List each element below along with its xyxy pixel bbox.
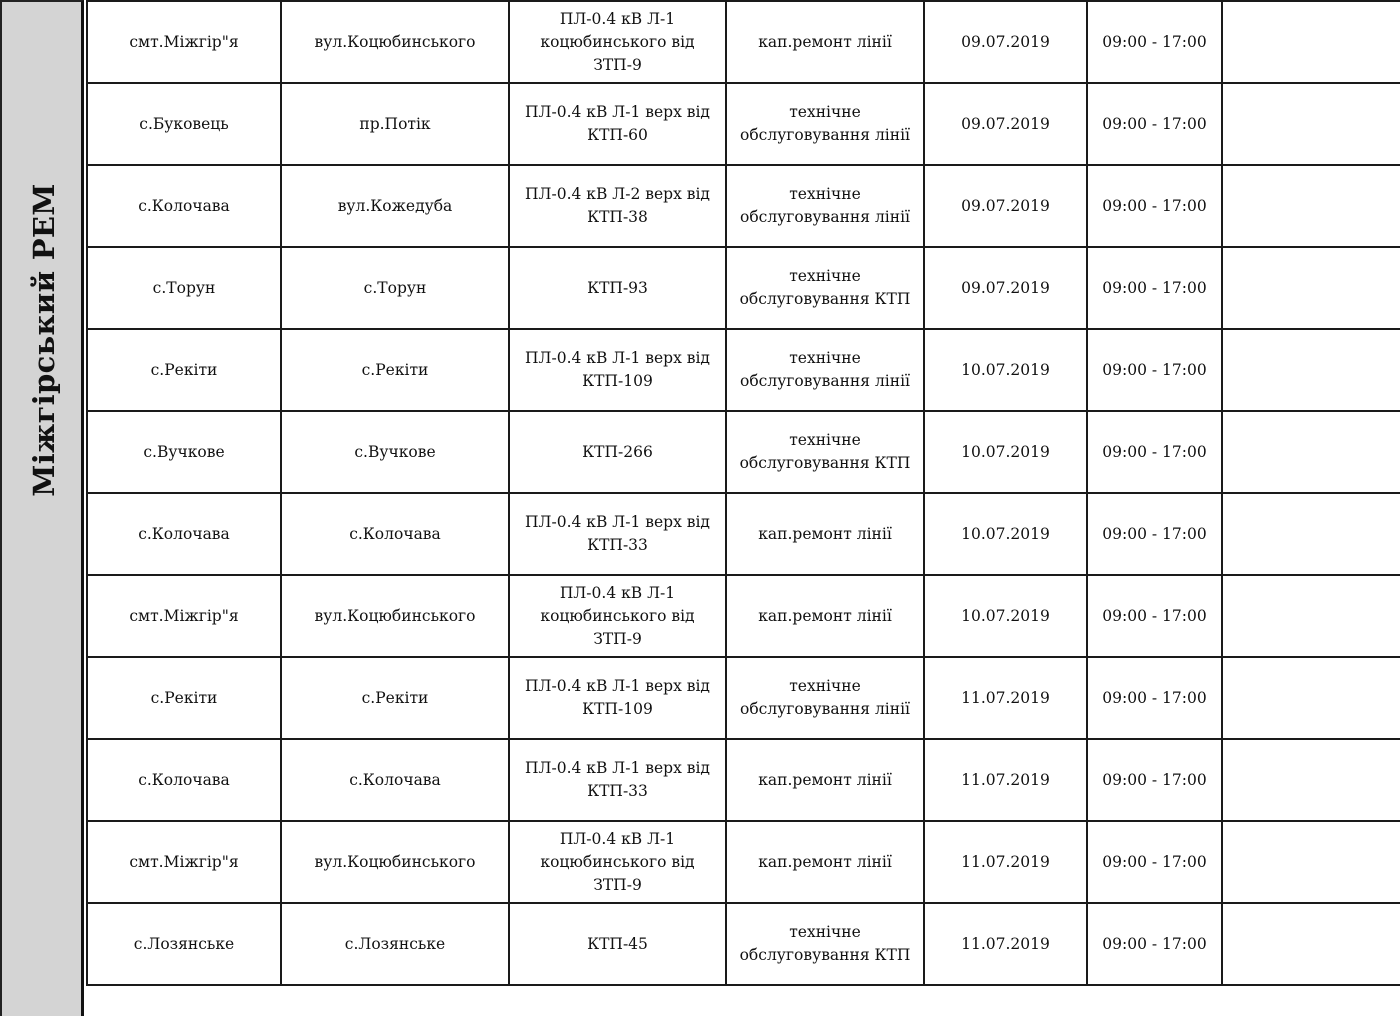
work-type-cell: технічне обслуговування лінії <box>726 657 924 739</box>
time-cell: 09:00 - 17:00 <box>1087 165 1222 247</box>
street-cell: с.Вучкове <box>281 411 509 493</box>
note-cell <box>1222 657 1400 739</box>
date-cell: 10.07.2019 <box>924 575 1087 657</box>
table-row <box>87 493 1400 575</box>
date-cell: 09.07.2019 <box>924 83 1087 165</box>
line-cell: КТП-266 <box>509 411 726 493</box>
settlement-cell: с.Колочава <box>87 493 281 575</box>
time-cell: 09:00 - 17:00 <box>1087 903 1222 985</box>
work-type-cell: технічне обслуговування КТП <box>726 903 924 985</box>
settlement-cell: с.Рекіти <box>87 657 281 739</box>
time-cell: 09:00 - 17:00 <box>1087 739 1222 821</box>
time-cell: 09:00 - 17:00 <box>1087 83 1222 165</box>
work-type-cell: технічне обслуговування КТП <box>726 411 924 493</box>
settlement-cell: смт.Міжгір"я <box>87 821 281 903</box>
table-row <box>87 739 1400 821</box>
work-type-cell: кап.ремонт лінії <box>726 821 924 903</box>
table-row <box>87 411 1400 493</box>
table-row <box>87 247 1400 329</box>
street-cell: вул.Коцюбинського <box>281 575 509 657</box>
street-cell: с.Лозянське <box>281 903 509 985</box>
outage-schedule-table <box>86 0 1400 986</box>
street-cell: с.Рекіти <box>281 329 509 411</box>
street-cell: вул.Кожедуба <box>281 165 509 247</box>
work-type-cell: кап.ремонт лінії <box>726 575 924 657</box>
work-type-cell: кап.ремонт лінії <box>726 493 924 575</box>
note-cell <box>1222 165 1400 247</box>
note-cell <box>1222 903 1400 985</box>
time-cell: 09:00 - 17:00 <box>1087 247 1222 329</box>
work-type-cell: технічне обслуговування лінії <box>726 329 924 411</box>
settlement-cell: с.Вучкове <box>87 411 281 493</box>
line-cell: ПЛ-0.4 кВ Л-1 верх від КТП-33 <box>509 739 726 821</box>
work-type-cell: кап.ремонт лінії <box>726 1 924 83</box>
note-cell <box>1222 411 1400 493</box>
work-type-cell: технічне обслуговування лінії <box>726 83 924 165</box>
line-cell: ПЛ-0.4 кВ Л-1 коцюбинського від ЗТП-9 <box>509 1 726 83</box>
settlement-cell: с.Буковець <box>87 83 281 165</box>
table-row <box>87 821 1400 903</box>
table-row <box>87 1 1400 83</box>
note-cell <box>1222 493 1400 575</box>
line-cell: ПЛ-0.4 кВ Л-1 коцюбинського від ЗТП-9 <box>509 821 726 903</box>
table-row <box>87 903 1400 985</box>
date-cell: 09.07.2019 <box>924 165 1087 247</box>
street-cell: с.Торун <box>281 247 509 329</box>
street-cell: вул.Коцюбинського <box>281 821 509 903</box>
note-cell <box>1222 329 1400 411</box>
date-cell: 11.07.2019 <box>924 739 1087 821</box>
settlement-cell: с.Рекіти <box>87 329 281 411</box>
time-cell: 09:00 - 17:00 <box>1087 493 1222 575</box>
date-cell: 10.07.2019 <box>924 329 1087 411</box>
table-row <box>87 657 1400 739</box>
settlement-cell: с.Колочава <box>87 739 281 821</box>
table-row <box>87 575 1400 657</box>
line-cell: ПЛ-0.4 кВ Л-2 верх від КТП-38 <box>509 165 726 247</box>
settlement-cell: с.Колочава <box>87 165 281 247</box>
line-cell: КТП-93 <box>509 247 726 329</box>
table-row <box>87 83 1400 165</box>
date-cell: 10.07.2019 <box>924 411 1087 493</box>
note-cell <box>1222 739 1400 821</box>
note-cell <box>1222 1 1400 83</box>
district-label: Міжгірський РЕМ <box>27 183 61 497</box>
work-type-cell: кап.ремонт лінії <box>726 739 924 821</box>
date-cell: 09.07.2019 <box>924 247 1087 329</box>
table-row <box>87 165 1400 247</box>
settlement-cell: смт.Міжгір"я <box>87 1 281 83</box>
note-cell <box>1222 83 1400 165</box>
time-cell: 09:00 - 17:00 <box>1087 821 1222 903</box>
note-cell <box>1222 247 1400 329</box>
date-cell: 11.07.2019 <box>924 903 1087 985</box>
note-cell <box>1222 821 1400 903</box>
date-cell: 09.07.2019 <box>924 1 1087 83</box>
note-cell <box>1222 575 1400 657</box>
street-cell: пр.Потік <box>281 83 509 165</box>
line-cell: ПЛ-0.4 кВ Л-1 коцюбинського від ЗТП-9 <box>509 575 726 657</box>
time-cell: 09:00 - 17:00 <box>1087 575 1222 657</box>
district-label-panel <box>0 0 84 1016</box>
date-cell: 11.07.2019 <box>924 821 1087 903</box>
time-cell: 09:00 - 17:00 <box>1087 411 1222 493</box>
line-cell: ПЛ-0.4 кВ Л-1 верх від КТП-109 <box>509 329 726 411</box>
line-cell: ПЛ-0.4 кВ Л-1 верх від КТП-109 <box>509 657 726 739</box>
line-cell: ПЛ-0.4 кВ Л-1 верх від КТП-33 <box>509 493 726 575</box>
settlement-cell: с.Лозянське <box>87 903 281 985</box>
time-cell: 09:00 - 17:00 <box>1087 329 1222 411</box>
time-cell: 09:00 - 17:00 <box>1087 1 1222 83</box>
table-row <box>87 329 1400 411</box>
time-cell: 09:00 - 17:00 <box>1087 657 1222 739</box>
work-type-cell: технічне обслуговування КТП <box>726 247 924 329</box>
settlement-cell: с.Торун <box>87 247 281 329</box>
date-cell: 10.07.2019 <box>924 493 1087 575</box>
street-cell: с.Колочава <box>281 493 509 575</box>
line-cell: КТП-45 <box>509 903 726 985</box>
street-cell: с.Колочава <box>281 739 509 821</box>
street-cell: с.Рекіти <box>281 657 509 739</box>
line-cell: ПЛ-0.4 кВ Л-1 верх від КТП-60 <box>509 83 726 165</box>
street-cell: вул.Коцюбинського <box>281 1 509 83</box>
schedule-body <box>87 1 1400 985</box>
date-cell: 11.07.2019 <box>924 657 1087 739</box>
work-type-cell: технічне обслуговування лінії <box>726 165 924 247</box>
settlement-cell: смт.Міжгір"я <box>87 575 281 657</box>
